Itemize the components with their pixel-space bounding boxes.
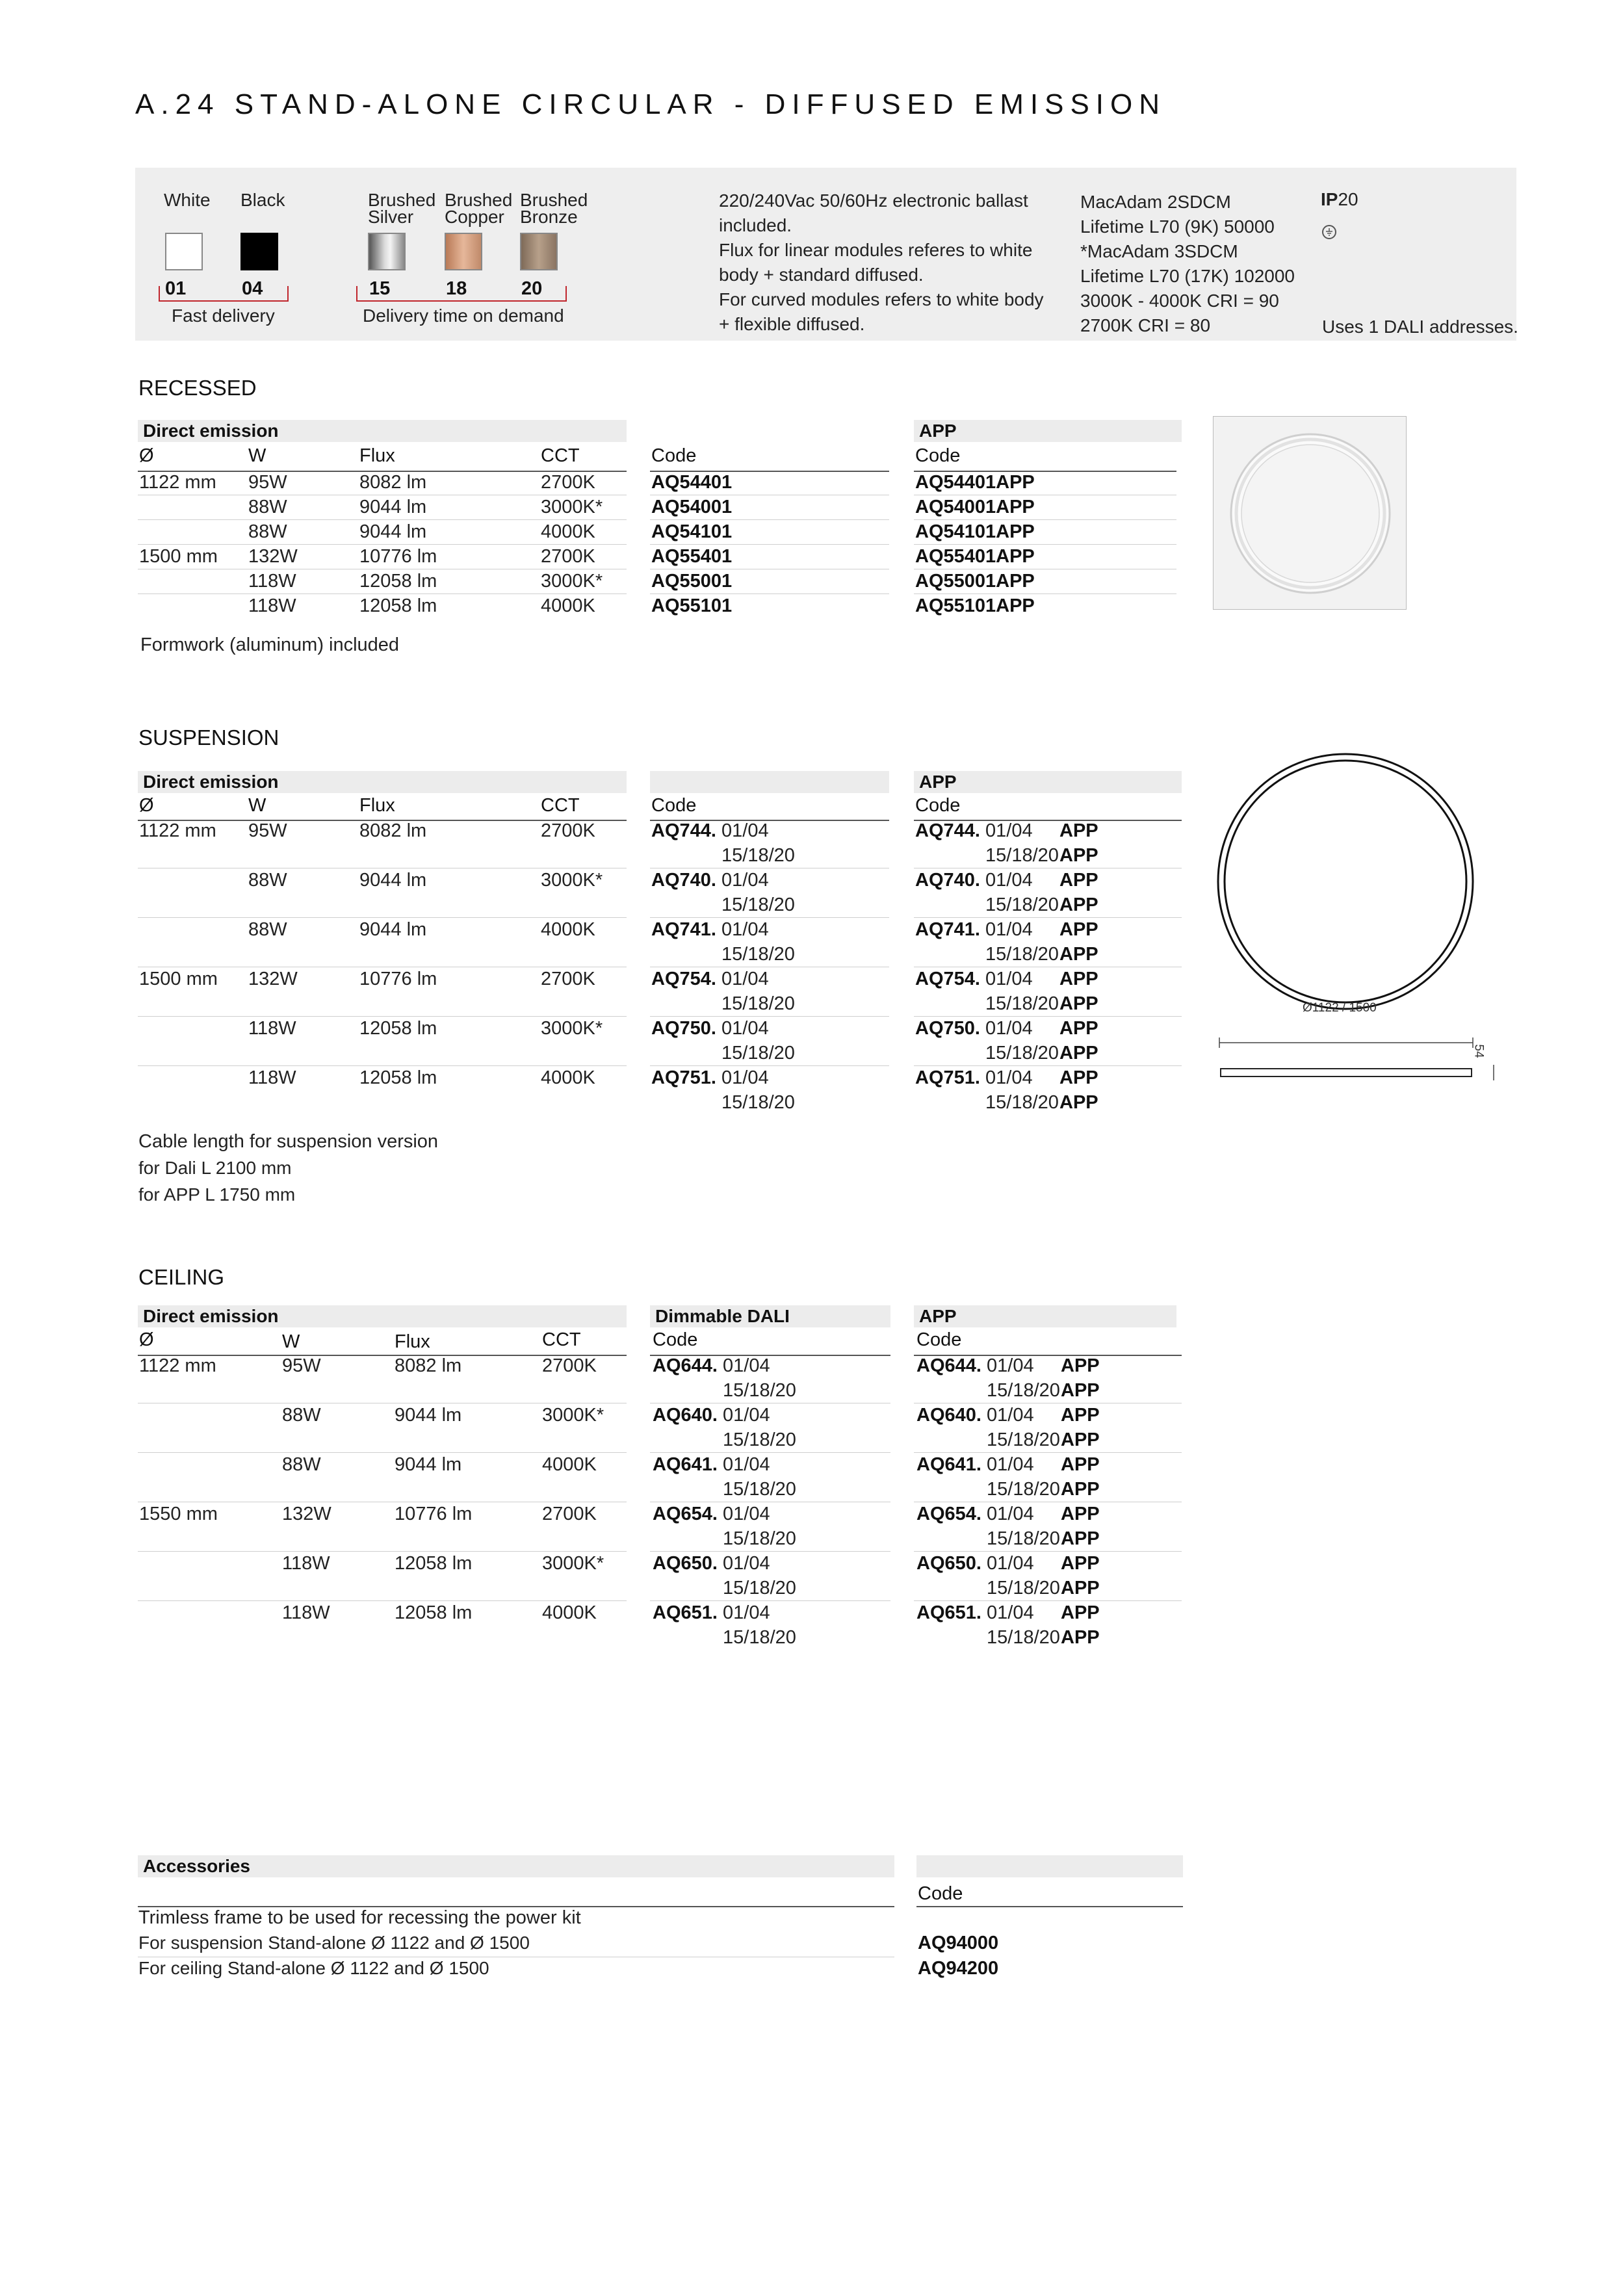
row-watt: 95W	[248, 820, 287, 841]
row-code: AQ55001	[651, 571, 733, 592]
row-app-finish-codes: 15/18/20	[985, 993, 1059, 1014]
row-cct: 4000K	[541, 919, 595, 940]
accessories-header: Accessories	[138, 1855, 894, 1877]
row-app-suffix: APP	[1061, 1405, 1100, 1426]
row-app-finish-codes: 01/04	[985, 1067, 1033, 1088]
row-finish-codes: 01/04	[721, 870, 769, 891]
dimension-height-label: 54	[1472, 1044, 1486, 1058]
row-cct: 3000K*	[541, 571, 603, 592]
finish-swatch-copper	[445, 233, 482, 270]
demand-delivery-bracket	[356, 286, 567, 302]
row-app-finish-codes: 01/04	[987, 1553, 1034, 1574]
accessories-code-bar	[916, 1855, 1183, 1877]
accessories-code-header: Code	[918, 1883, 963, 1904]
row-app-code: AQ754.	[915, 969, 980, 989]
finish-swatch-black	[240, 233, 278, 270]
row-code: AQ651.	[653, 1602, 718, 1623]
row-code: AQ740.	[651, 870, 716, 891]
row-cct: 3000K*	[541, 1018, 603, 1039]
row-cct: 2700K	[542, 1355, 597, 1376]
row-code: AQ654.	[653, 1504, 718, 1524]
row-app-finish-codes: 15/18/20	[985, 1043, 1059, 1063]
col-diameter: Ø	[139, 445, 154, 466]
row-cct: 3000K*	[542, 1553, 604, 1574]
row-app-code: AQ55101APP	[915, 595, 1035, 616]
row-app-suffix: APP	[1061, 1429, 1100, 1450]
row-app-code: AQ744.	[915, 820, 980, 841]
row-app-suffix: APP	[1061, 1454, 1100, 1475]
spec-electrical: 220/240Vac 50/60Hz electronic ballast included. Flux for linear modules referes to white body + standard diffused. For curved modules refers to white body + flexible diffused.	[719, 190, 1044, 334]
row-app-suffix: APP	[1061, 1578, 1100, 1598]
col-diameter: Ø	[139, 795, 154, 816]
row-code: AQ54101	[651, 521, 733, 542]
row-flux: 9044 lm	[359, 919, 427, 940]
row-app-finish-codes: 01/04	[985, 870, 1033, 891]
row-cct: 2700K	[541, 546, 595, 567]
row-code: AQ741.	[651, 919, 716, 940]
row-app-finish-codes: 01/04	[987, 1454, 1034, 1475]
row-diameter: 1500 mm	[139, 969, 218, 989]
row-app-finish-codes: 15/18/20	[987, 1627, 1060, 1648]
row-app-finish-codes: 15/18/20	[985, 845, 1059, 866]
section-suspension-title: SUSPENSION	[138, 725, 279, 750]
row-diameter: 1122 mm	[139, 1355, 216, 1376]
row-app-code: AQ750.	[915, 1018, 980, 1039]
recessed-app-header: APP	[914, 420, 1182, 442]
fast-delivery-bracket	[159, 286, 289, 302]
row-watt: 88W	[282, 1405, 321, 1426]
row-app-suffix: APP	[1059, 1043, 1098, 1063]
row-app-suffix: APP	[1059, 944, 1098, 965]
row-app-finish-codes: 01/04	[985, 919, 1033, 940]
row-finish-codes: 15/18/20	[723, 1479, 796, 1500]
row-finish-codes: 15/18/20	[723, 1578, 796, 1598]
row-app-code: AQ641.	[916, 1454, 981, 1475]
row-app-finish-codes: 01/04	[987, 1602, 1034, 1623]
accessories-subtitle: Trimless frame to be used for recessing the power kit	[138, 1907, 581, 1928]
recessed-product-image	[1213, 416, 1407, 610]
row-finish-codes: 01/04	[721, 1018, 769, 1039]
row-app-suffix: APP	[1061, 1627, 1100, 1648]
col-app-code: Code	[915, 445, 961, 466]
row-code: AQ54401	[651, 472, 733, 493]
row-app-finish-codes: 15/18/20	[987, 1479, 1060, 1500]
demand-delivery-note: Delivery time on demand	[363, 306, 564, 326]
row-app-code: AQ650.	[916, 1553, 981, 1574]
row-app-finish-codes: 15/18/20	[985, 944, 1059, 965]
cable-length-app: for APP L 1750 mm	[138, 1184, 296, 1205]
row-app-finish-codes: 01/04	[985, 969, 1033, 989]
row-flux: 9044 lm	[395, 1454, 462, 1475]
row-app-suffix: APP	[1061, 1602, 1100, 1623]
accessory-code: AQ94200	[918, 1958, 999, 1979]
row-watt: 88W	[248, 497, 287, 517]
finish-label-black: Black	[240, 190, 285, 210]
accessory-label: For suspension Stand-alone Ø 1122 and Ø 1500	[138, 1933, 530, 1953]
row-app-suffix: APP	[1059, 1092, 1098, 1113]
row-app-suffix: APP	[1059, 969, 1098, 989]
finish-label-white: White	[164, 190, 211, 210]
row-finish-codes: 15/18/20	[721, 1092, 795, 1113]
row-watt: 132W	[248, 969, 298, 989]
row-finish-codes: 15/18/20	[721, 993, 795, 1014]
finish-label-bronze: Brushed Bronze	[520, 190, 588, 227]
row-app-suffix: APP	[1059, 919, 1098, 940]
col-code: Code	[651, 445, 697, 466]
row-cct: 2700K	[541, 472, 595, 493]
row-app-suffix: APP	[1059, 845, 1098, 866]
row-code: AQ644.	[653, 1355, 718, 1376]
spec-lifetime: MacAdam 2SDCM Lifetime L70 (9K) 50000 *MacAdam 3SDCM Lifetime L70 (17K) 102000 3000K - 4000K CRI = 90 2700K CRI = 80	[1080, 192, 1295, 335]
row-app-code: AQ55001APP	[915, 571, 1035, 592]
row-cct: 4000K	[542, 1454, 597, 1475]
row-code: AQ751.	[651, 1067, 716, 1088]
row-app-finish-codes: 15/18/20	[987, 1528, 1060, 1549]
finish-swatch-silver	[368, 233, 406, 270]
row-watt: 118W	[248, 1067, 296, 1088]
row-diameter: 1122 mm	[139, 820, 216, 841]
row-app-finish-codes: 01/04	[985, 820, 1033, 841]
row-code: AQ641.	[653, 1454, 718, 1475]
row-cct: 4000K	[541, 595, 595, 616]
row-app-suffix: APP	[1061, 1355, 1100, 1376]
row-cct: 3000K*	[541, 497, 603, 517]
row-finish-codes: 15/18/20	[723, 1528, 796, 1549]
suspension-app-header: APP	[914, 771, 1182, 793]
row-app-code: AQ651.	[916, 1602, 981, 1623]
fast-delivery-note: Fast delivery	[172, 306, 275, 326]
row-app-finish-codes: 01/04	[987, 1355, 1034, 1376]
row-code: AQ55101	[651, 595, 733, 616]
row-finish-codes: 01/04	[723, 1405, 770, 1426]
row-flux: 12058 lm	[359, 1067, 437, 1088]
row-flux: 8082 lm	[359, 472, 427, 493]
row-finish-codes: 01/04	[723, 1454, 770, 1475]
row-app-finish-codes: 15/18/20	[985, 1092, 1059, 1113]
row-app-suffix: APP	[1059, 894, 1098, 915]
row-diameter: 1550 mm	[139, 1504, 218, 1524]
row-finish-codes: 01/04	[723, 1602, 770, 1623]
row-cct: 3000K*	[541, 870, 603, 891]
section-ceiling-title: CEILING	[138, 1265, 225, 1289]
finish-swatch-white	[165, 233, 203, 270]
row-finish-codes: 01/04	[721, 919, 769, 940]
row-watt: 132W	[282, 1504, 331, 1524]
row-flux: 10776 lm	[395, 1504, 473, 1524]
row-watt: 118W	[248, 1018, 296, 1039]
row-watt: 118W	[282, 1602, 330, 1623]
col-watt: W	[248, 795, 266, 816]
col-flux: Flux	[395, 1331, 430, 1352]
row-app-code: AQ751.	[915, 1067, 980, 1088]
recessed-note: Formwork (aluminum) included	[140, 634, 400, 655]
recessed-direct-header: Direct emission	[138, 420, 627, 442]
row-finish-codes: 01/04	[721, 1067, 769, 1088]
row-finish-codes: 01/04	[723, 1504, 770, 1524]
row-app-code: AQ55401APP	[915, 546, 1035, 567]
dali-address-note: Uses 1 DALI addresses.	[1322, 317, 1518, 337]
row-flux: 9044 lm	[359, 521, 427, 542]
row-app-suffix: APP	[1059, 870, 1098, 891]
row-cct: 2700K	[542, 1504, 597, 1524]
ceiling-direct-header: Direct emission	[138, 1305, 627, 1327]
row-flux: 8082 lm	[359, 820, 427, 841]
row-cct: 4000K	[541, 1067, 595, 1088]
row-flux: 12058 lm	[359, 1018, 437, 1039]
row-app-suffix: APP	[1061, 1504, 1100, 1524]
row-watt: 132W	[248, 546, 298, 567]
col-flux: Flux	[359, 445, 395, 466]
row-finish-codes: 15/18/20	[721, 1043, 795, 1063]
row-watt: 88W	[248, 521, 287, 542]
row-finish-codes: 15/18/20	[721, 845, 795, 866]
col-cct: CCT	[541, 795, 580, 816]
row-watt: 118W	[282, 1553, 330, 1574]
col-watt: W	[248, 445, 266, 466]
col-code: Code	[653, 1329, 698, 1350]
row-finish-codes: 15/18/20	[723, 1380, 796, 1401]
row-flux: 9044 lm	[395, 1405, 462, 1426]
row-flux: 12058 lm	[359, 595, 437, 616]
row-app-suffix: APP	[1061, 1380, 1100, 1401]
row-flux: 12058 lm	[359, 571, 437, 592]
row-flux: 9044 lm	[359, 497, 427, 517]
row-watt: 88W	[248, 870, 287, 891]
row-finish-codes: 01/04	[721, 820, 769, 841]
suspension-direct-header: Direct emission	[138, 771, 627, 793]
row-code: AQ750.	[651, 1018, 716, 1039]
cable-length-title: Cable length for suspension version	[138, 1131, 439, 1152]
row-app-code: AQ740.	[915, 870, 980, 891]
row-app-suffix: APP	[1061, 1528, 1100, 1549]
finish-code-silver: 15	[369, 278, 391, 299]
row-watt: 95W	[248, 472, 287, 493]
row-code: AQ54001	[651, 497, 733, 517]
finish-code-copper: 18	[446, 278, 467, 299]
row-flux: 9044 lm	[359, 870, 427, 891]
row-watt: 88W	[282, 1454, 321, 1475]
row-app-code: AQ54001APP	[915, 497, 1035, 517]
row-flux: 8082 lm	[395, 1355, 462, 1376]
page-title: A.24 STAND-ALONE CIRCULAR - DIFFUSED EMISSION	[135, 88, 1167, 120]
row-diameter: 1500 mm	[139, 546, 218, 567]
col-diameter: Ø	[139, 1329, 154, 1350]
row-finish-codes: 01/04	[723, 1355, 770, 1376]
suspension-technical-drawing	[1215, 751, 1501, 1096]
row-code: AQ754.	[651, 969, 716, 989]
row-diameter: 1122 mm	[139, 472, 216, 493]
row-finish-codes: 01/04	[721, 969, 769, 989]
row-app-suffix: APP	[1061, 1553, 1100, 1574]
suspension-code-header	[650, 771, 889, 793]
col-app-code: Code	[915, 795, 961, 816]
row-cct: 4000K	[541, 521, 595, 542]
row-app-finish-codes: 15/18/20	[985, 894, 1059, 915]
cable-length-dali: for Dali L 2100 mm	[138, 1158, 292, 1178]
earth-ground-icon	[1322, 225, 1336, 239]
row-cct: 3000K*	[542, 1405, 604, 1426]
row-cct: 4000K	[542, 1602, 597, 1623]
row-app-code: AQ54101APP	[915, 521, 1035, 542]
row-app-suffix: APP	[1061, 1479, 1100, 1500]
col-watt: W	[282, 1331, 300, 1352]
col-cct: CCT	[541, 445, 580, 466]
row-app-code: AQ640.	[916, 1405, 981, 1426]
section-recessed-title: RECESSED	[138, 376, 257, 400]
row-flux: 10776 lm	[359, 546, 437, 567]
row-app-finish-codes: 01/04	[987, 1504, 1034, 1524]
row-finish-codes: 15/18/20	[721, 944, 795, 965]
row-code: AQ55401	[651, 546, 733, 567]
finish-code-bronze: 20	[521, 278, 543, 299]
ip-rating: IP20	[1321, 189, 1358, 209]
row-app-finish-codes: 15/18/20	[987, 1380, 1060, 1401]
row-app-code: AQ741.	[915, 919, 980, 940]
ceiling-dali-header: Dimmable DALI	[650, 1305, 890, 1327]
row-watt: 118W	[248, 571, 296, 592]
finish-label-copper: Brushed Copper	[445, 190, 513, 227]
finish-code-black: 04	[242, 278, 263, 299]
row-app-suffix: APP	[1059, 1067, 1098, 1088]
row-code: AQ650.	[653, 1553, 718, 1574]
row-app-finish-codes: 01/04	[985, 1018, 1033, 1039]
row-finish-codes: 15/18/20	[723, 1627, 796, 1648]
dimension-diameter-label: Ø1122 / 1500	[1303, 1001, 1377, 1015]
row-app-finish-codes: 15/18/20	[987, 1429, 1060, 1450]
row-flux: 12058 lm	[395, 1602, 473, 1623]
row-watt: 95W	[282, 1355, 321, 1376]
col-app-code: Code	[916, 1329, 962, 1350]
col-flux: Flux	[359, 795, 395, 816]
row-app-finish-codes: 15/18/20	[987, 1578, 1060, 1598]
accessory-code: AQ94000	[918, 1933, 999, 1953]
row-code: AQ744.	[651, 820, 716, 841]
row-code: AQ640.	[653, 1405, 718, 1426]
finish-code-white: 01	[165, 278, 187, 299]
row-app-code: AQ54401APP	[915, 472, 1035, 493]
row-finish-codes: 15/18/20	[721, 894, 795, 915]
col-code: Code	[651, 795, 697, 816]
row-finish-codes: 01/04	[723, 1553, 770, 1574]
row-finish-codes: 15/18/20	[723, 1429, 796, 1450]
row-app-code: AQ654.	[916, 1504, 981, 1524]
row-watt: 118W	[248, 595, 296, 616]
row-app-suffix: APP	[1059, 1018, 1098, 1039]
finish-swatch-bronze	[520, 233, 558, 270]
row-flux: 10776 lm	[359, 969, 437, 989]
row-app-code: AQ644.	[916, 1355, 981, 1376]
row-cct: 2700K	[541, 969, 595, 989]
row-app-suffix: APP	[1059, 993, 1098, 1014]
col-cct: CCT	[542, 1329, 581, 1350]
row-flux: 12058 lm	[395, 1553, 473, 1574]
finish-label-silver: Brushed Silver	[368, 190, 436, 227]
ceiling-app-header: APP	[914, 1305, 1176, 1327]
row-app-finish-codes: 01/04	[987, 1405, 1034, 1426]
row-cct: 2700K	[541, 820, 595, 841]
row-app-suffix: APP	[1059, 820, 1098, 841]
accessory-label: For ceiling Stand-alone Ø 1122 and Ø 1500	[138, 1958, 489, 1978]
row-watt: 88W	[248, 919, 287, 940]
